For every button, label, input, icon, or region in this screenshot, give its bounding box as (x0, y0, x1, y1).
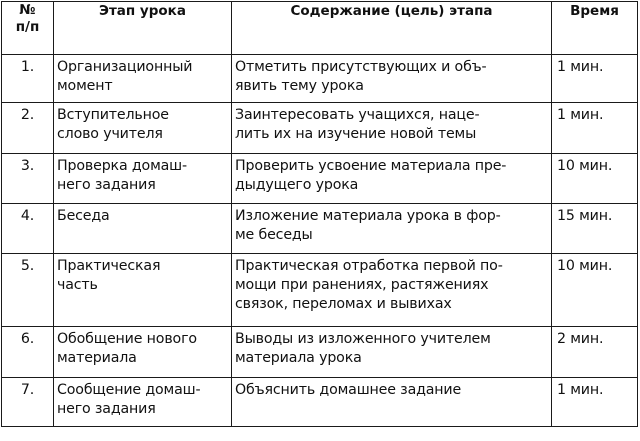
row-time: 1 мин. (552, 378, 638, 427)
row-number: 6. (2, 327, 54, 378)
table-row (2, 55, 638, 103)
row-stage (54, 103, 232, 154)
table-row (2, 204, 638, 254)
header-time: Время (552, 2, 638, 55)
stage-line: момент (57, 78, 113, 94)
header-row (2, 2, 638, 55)
table-row (2, 378, 638, 427)
table-row (2, 254, 638, 327)
table-header (2, 2, 638, 55)
stage-line: него задания (57, 177, 156, 193)
content-line: материала урока (235, 350, 362, 366)
row-content (232, 55, 552, 103)
row-time: 1 мин. (552, 103, 638, 154)
row-number: 4. (2, 204, 54, 254)
content-line: мощи при ранениях, растяжениях (235, 277, 489, 293)
content-line: Объяснить домашнее задание (235, 382, 462, 398)
content-line: Заинтересовать учащихся, наце- (235, 107, 480, 123)
stage-line: Беседа (57, 208, 110, 224)
row-time: 1 мин. (552, 55, 638, 103)
content-line: Проверить усвоение материала пре- (235, 158, 507, 174)
header-number-symbol: № (19, 2, 36, 18)
row-number: 5. (2, 254, 54, 327)
stage-line: часть (57, 277, 98, 293)
row-stage (54, 254, 232, 327)
stage-line: Организационный (57, 59, 193, 75)
stage-line: Сообщение домаш- (57, 382, 201, 398)
row-content (232, 378, 552, 427)
stage-line: Вступительное (57, 107, 169, 123)
row-number: 7. (2, 378, 54, 427)
row-stage (54, 55, 232, 103)
content-line: Изложение материала урока в фор- (235, 208, 501, 224)
content-line: Практическая отработка первой по- (235, 258, 503, 274)
row-number: 2. (2, 103, 54, 154)
table-body (2, 55, 638, 427)
row-time: 10 мин. (552, 254, 638, 327)
content-line: дыдущего урока (235, 177, 359, 193)
row-content (232, 103, 552, 154)
content-line: Выводы из изложенного учителем (235, 331, 491, 347)
row-number: 3. (2, 154, 54, 204)
content-line: связок, переломах и вывихах (235, 296, 452, 312)
row-number: 1. (2, 55, 54, 103)
row-content (232, 154, 552, 204)
table-row (2, 103, 638, 154)
row-content (232, 327, 552, 378)
lesson-plan-table (1, 1, 638, 427)
table-row (2, 154, 638, 204)
content-line: Отметить присутствующих и объ- (235, 59, 487, 75)
content-line: лить их на изучение новой темы (235, 126, 477, 142)
stage-line: материала (57, 350, 137, 366)
table-row (2, 327, 638, 378)
stage-line: слово учителя (57, 126, 163, 142)
content-line: ме беседы (235, 227, 313, 243)
content-line: явить тему урока (235, 78, 364, 94)
stage-line: Обобщение нового (57, 331, 197, 347)
header-number (2, 2, 54, 55)
row-time: 15 мин. (552, 204, 638, 254)
stage-line: Проверка домаш- (57, 158, 187, 174)
stage-line: него задания (57, 401, 156, 417)
row-time: 10 мин. (552, 154, 638, 204)
row-content (232, 254, 552, 327)
row-stage (54, 378, 232, 427)
row-time: 2 мин. (552, 327, 638, 378)
row-content (232, 204, 552, 254)
stage-line: Практическая (57, 258, 161, 274)
row-stage (54, 327, 232, 378)
header-number-abbrev: п/п (15, 19, 40, 35)
header-stage: Этап урока (54, 2, 232, 55)
header-content: Содержание (цель) этапа (232, 2, 552, 55)
row-stage (54, 154, 232, 204)
row-stage (54, 204, 232, 254)
